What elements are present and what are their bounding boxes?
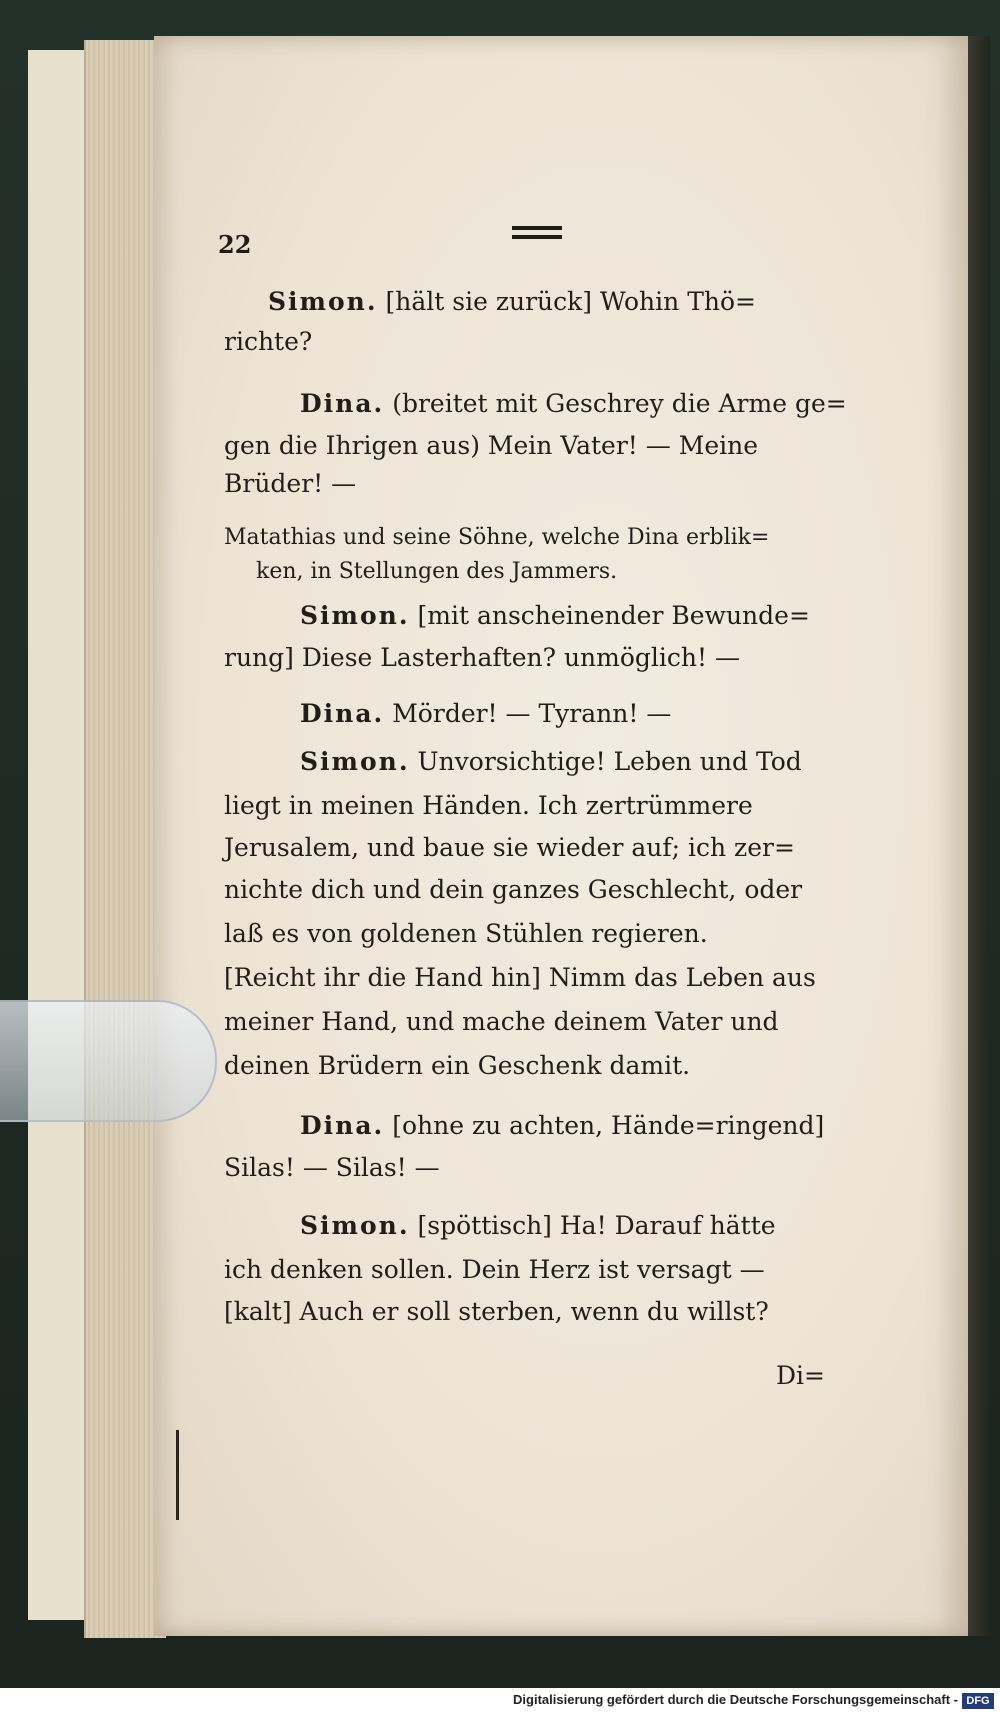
speaker-name: Simon. [268, 287, 378, 316]
stage-direction-line: ken, in Stellungen des Jammers. [256, 559, 618, 584]
speaker-name: Dina. [300, 389, 385, 418]
text-line: nichte dich und dein ganzes Geschlecht, oder [224, 875, 803, 904]
text-line: Simon. [hält sie zurück] Wohin Thö= [268, 287, 756, 316]
page-number: 22 [218, 230, 252, 259]
page-holder-clip [0, 1000, 217, 1122]
left-leaf [28, 50, 87, 1620]
text-line: Dina. Mörder! — Tyrann! — [300, 699, 672, 728]
footer-bar [0, 1688, 1000, 1715]
speaker-name: Simon. [300, 1211, 410, 1240]
speaker-name: Simon. [300, 747, 410, 776]
text-line: richte? [224, 327, 313, 356]
text-line: laß es von goldenen Stühlen regieren. [224, 919, 708, 948]
text-line: gen die Ihrigen aus) Mein Vater! — Meine [224, 431, 759, 460]
text-line: Dina. (breitet mit Geschrey die Arme ge= [300, 389, 847, 418]
catchword: Di= [776, 1361, 825, 1390]
speaker-name: Simon. [300, 601, 410, 630]
header-rule [512, 226, 562, 244]
speaker-name: Dina. [300, 1111, 385, 1140]
footer-credit: Digitalisierung gefördert durch die Deutsche Forschungsgemeinschaft - [513, 1692, 958, 1707]
text-line: Dina. [ohne zu achten, Hände=ringend] [300, 1111, 825, 1140]
stage-direction-line: Matathias und seine Söhne, welche Dina erblik= [224, 525, 770, 550]
text-line: Jerusalem, und baue sie wieder auf; ich zer= [224, 833, 795, 862]
text-line: meiner Hand, und mache deinem Vater und [224, 1007, 779, 1036]
text-line: rung] Diese Lasterhaften? unmöglich! — [224, 643, 740, 672]
text-line: [Reicht ihr die Hand hin] Nimm das Leben aus [224, 963, 816, 992]
text-line: Simon. Unvorsichtige! Leben und Tod [300, 747, 802, 776]
text-line: Simon. [mit anscheinender Bewunde= [300, 601, 810, 630]
margin-mark [176, 1430, 179, 1520]
dfg-logo-icon: DFG [962, 1693, 994, 1709]
text-line: [kalt] Auch er soll sterben, wenn du willst? [224, 1297, 769, 1326]
text-line: Simon. [spöttisch] Ha! Darauf hätte [300, 1211, 776, 1240]
binding-shadow [968, 36, 990, 1636]
text-line: Brüder! — [224, 469, 357, 498]
speaker-name: Dina. [300, 699, 385, 728]
text-line: Silas! — Silas! — [224, 1153, 440, 1182]
text-line: liegt in meinen Händen. Ich zertrümmere [224, 791, 753, 820]
text-line: deinen Brüdern ein Geschenk damit. [224, 1051, 691, 1080]
text-line: ich denken sollen. Dein Herz ist versagt — [224, 1255, 765, 1284]
